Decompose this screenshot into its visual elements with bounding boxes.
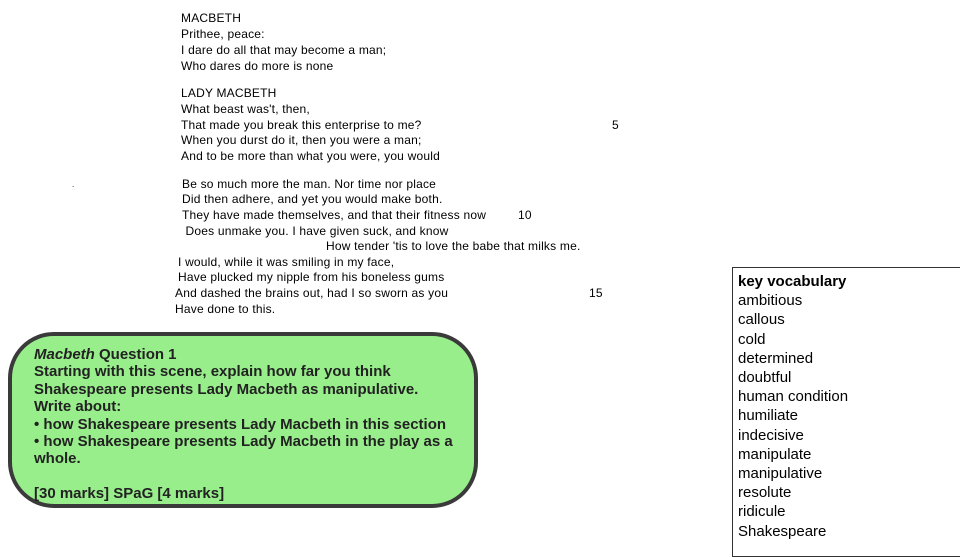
question-title xyxy=(34,346,474,363)
extract-line: How tender 'tis to love the babe that milks me. xyxy=(326,239,581,253)
vocabulary-item: indecisive xyxy=(738,426,804,444)
question-bullet: • how Shakespeare presents Lady Macbeth in the play as a xyxy=(34,433,453,451)
extract-line: They have made themselves, and that their fitness now xyxy=(182,208,487,222)
vocabulary-item: humiliate xyxy=(738,407,799,425)
question-title-play: Macbeth xyxy=(34,346,95,363)
extract-line: I dare do all that may become a man; xyxy=(181,43,387,57)
vocabulary-title: key vocabulary xyxy=(738,273,847,290)
vocabulary-item: ridicule xyxy=(738,503,786,521)
extract-line: What beast was't, then, xyxy=(181,102,310,116)
extract-line: Did then adhere, and yet you would make both. xyxy=(182,192,443,206)
extract-line: When you durst do it, then you were a man; xyxy=(181,133,422,147)
line-number: 15 xyxy=(589,286,603,300)
vocabulary-item: doubtful xyxy=(738,369,792,387)
extract-line: And to be more than what you were, you would xyxy=(181,149,440,163)
question-text xyxy=(34,346,474,468)
extract-line: Prithee, peace: xyxy=(181,27,265,41)
extract-line: I would, while it was smiling in my face, xyxy=(178,255,395,269)
question-bullet: • how Shakespeare presents Lady Macbeth in this section xyxy=(34,415,447,433)
vocabulary-item: manipulative xyxy=(738,465,823,483)
extract-line: That made you break this enterprise to me? xyxy=(181,118,422,132)
vocabulary-item: cold xyxy=(738,330,766,348)
vocabulary-list xyxy=(738,272,848,541)
question-line: Shakespeare presents Lady Macbeth as manipulative. xyxy=(34,380,419,398)
extract-line: Have plucked my nipple from his boneless gums xyxy=(178,270,445,284)
line-number: 5 xyxy=(612,118,619,132)
question-line: Starting with this scene, explain how far you think xyxy=(34,363,391,381)
speaker-lady-macbeth: LADY MACBETH xyxy=(181,86,277,100)
extract-line: Does unmake you. I have given suck, and know xyxy=(182,224,449,238)
stray-dot: . xyxy=(72,180,75,189)
vocabulary-item: ambitious xyxy=(738,292,803,310)
vocabulary-item: human condition xyxy=(738,388,849,406)
vocabulary-item: determined xyxy=(738,349,814,367)
vocabulary-item: resolute xyxy=(738,484,792,502)
extract-line: Be so much more the man. Nor time nor place xyxy=(182,177,437,191)
extract-line: And dashed the brains out, had I so sworn as you xyxy=(175,286,449,300)
extract-line: Who dares do more is none xyxy=(181,59,334,73)
line-number: 10 xyxy=(518,208,532,222)
question-line: Write about: xyxy=(34,398,122,416)
vocabulary-item: Shakespeare xyxy=(738,522,827,540)
question-title-rest: Question 1 xyxy=(94,346,177,363)
question-marks: [30 marks] SPaG [4 marks] xyxy=(34,485,225,502)
speaker-macbeth: MACBETH xyxy=(181,11,242,25)
extract-line: Have done to this. xyxy=(175,302,276,316)
vocabulary-item: manipulate xyxy=(738,445,812,463)
vocabulary-item: callous xyxy=(738,311,785,329)
question-line: whole. xyxy=(34,450,81,468)
